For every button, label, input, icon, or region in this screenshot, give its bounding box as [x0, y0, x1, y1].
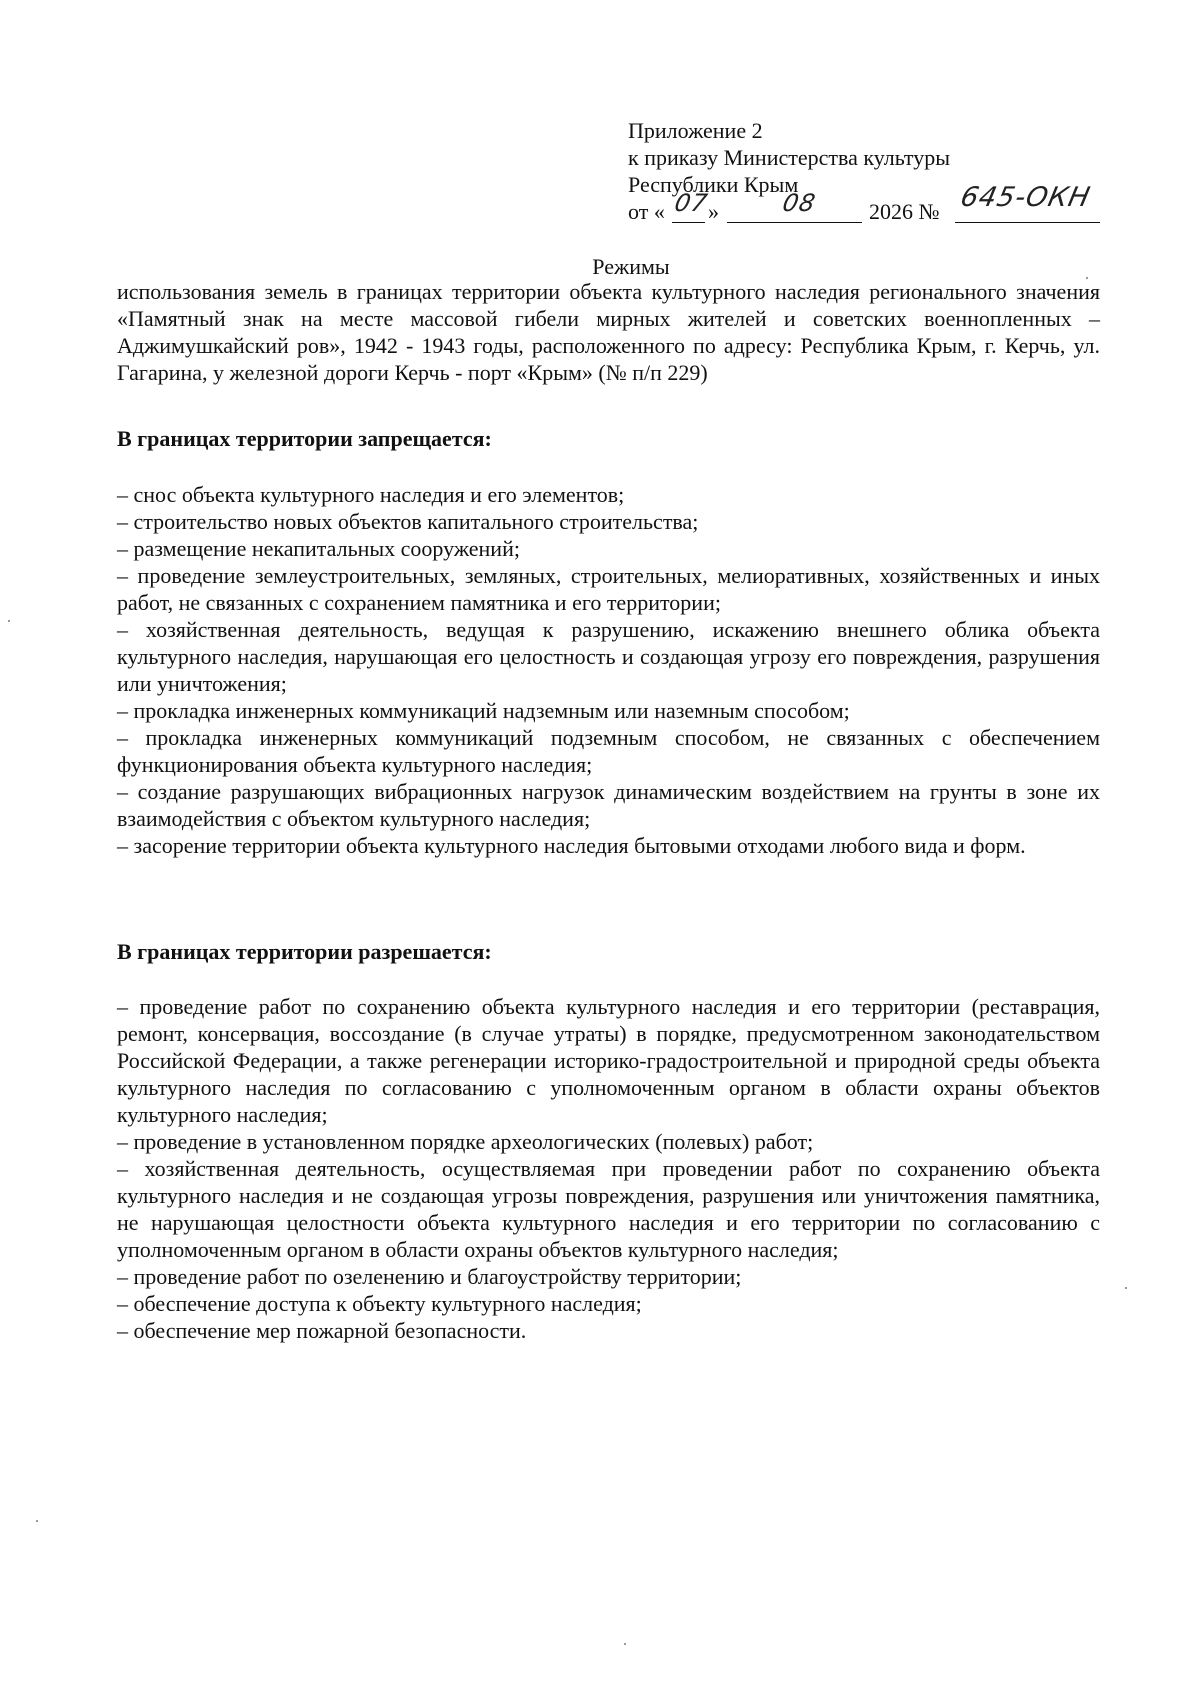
list-item: – обеспечение мер пожарной безопасности. — [117, 1318, 527, 1343]
document-title: Режимы — [592, 254, 670, 279]
prohibited-heading: В границах территории запрещается: — [117, 426, 492, 451]
handwritten-month: 08 — [780, 189, 819, 217]
date-prefix: от « — [628, 199, 665, 224]
list-item: – строительство новых объектов капитального строительства; — [117, 509, 699, 534]
list-item: – проведение землеустроительных, земляных, строительных, мелиоративных, хозяйственных и иных работ, не связанных с сохранением памятника и его территории; — [117, 563, 1100, 615]
handwritten-day: 07 — [672, 189, 711, 217]
order-number-blank — [955, 222, 1100, 223]
list-item: – проведение работ по озеленению и благоустройству территории; — [117, 1264, 742, 1289]
list-item: – прокладка инженерных коммуникаций надземным или наземным способом; — [117, 698, 850, 723]
list-item: – прокладка инженерных коммуникаций подземным способом, не связанных с обеспечением функционирования объекта культурного наследия; — [117, 725, 1100, 777]
month-blank — [727, 222, 862, 223]
annex-header — [628, 117, 1108, 228]
scan-speck — [1125, 1287, 1127, 1289]
list-item: – снос объекта культурного наследия и его элементов; — [117, 482, 625, 507]
list-item: – создание разрушающих вибрационных нагрузок динамическим воздействием на грунты в зоне их взаимодействия с объектом культурного наследия; — [117, 779, 1100, 831]
list-item: – хозяйственная деятельность, осуществляемая при проведении работ по сохранению объекта культурного наследия и не создающая угрозы повреждения, разрушения или уничтожения памятника, не нарушающая целостности объекта культурного наследия и его территории по согласованию с уполномоченным органом в области охраны объектов культурного наследия; — [117, 1156, 1100, 1262]
scan-speck — [8, 620, 10, 622]
annex-label: Приложение 2 — [628, 118, 763, 143]
list-item: – размещение некапитальных сооружений; — [117, 536, 520, 561]
document-subtitle: использования земель в границах территории объекта культурного наследия регионального значения «Памятный знак на месте массовой гибели мирных жителей и советских военнопленных – Аджимушкайский ров», 1942 - 1943 годы, расположенного по адресу: Республика Крым, г. Керчь, ул. Гагарина, у железной дороги Керчь - порт «Крым» (№ п/п 229) — [117, 279, 1100, 385]
prohibited-list — [117, 481, 1100, 859]
scan-speck — [624, 1643, 626, 1645]
scan-speck — [36, 1520, 38, 1522]
permitted-list — [117, 993, 1100, 1344]
permitted-heading: В границах территории разрешается: — [117, 939, 492, 964]
list-item: – проведение в установленном порядке археологических (полевых) работ; — [117, 1129, 814, 1154]
year-and-number-label: 2026 № — [869, 199, 940, 224]
republic-name: Республики Крым — [628, 172, 799, 197]
date-quote-close: » — [708, 199, 719, 224]
list-item: – хозяйственная деятельность, ведущая к разрушению, искажению внешнего облика объекта культурного наследия, нарушающая его целостность и создающая угрозу его повреждения, разрушения или уничтожения; — [117, 617, 1100, 696]
list-item: – засорение территории объекта культурного наследия бытовыми отходами любого вида и форм. — [117, 833, 1026, 858]
day-blank — [672, 222, 705, 223]
order-reference: к приказу Министерства культуры — [628, 145, 951, 170]
scan-speck — [1086, 277, 1088, 279]
list-item: – проведение работ по сохранению объекта культурного наследия и его территории (реставрация, ремонт, консервация, воссоздание (в случае утраты) в порядке, предусмотренном законодательством Российской Федерации, а также регенерации историко-градостроительной и природной среды объекта культурного наследия по согласованию с уполномоченным органом в области охраны объектов культурного наследия; — [117, 994, 1100, 1127]
list-item: – обеспечение доступа к объекту культурного наследия; — [117, 1291, 642, 1316]
handwritten-order-number: 645-ОКН — [957, 182, 1094, 213]
